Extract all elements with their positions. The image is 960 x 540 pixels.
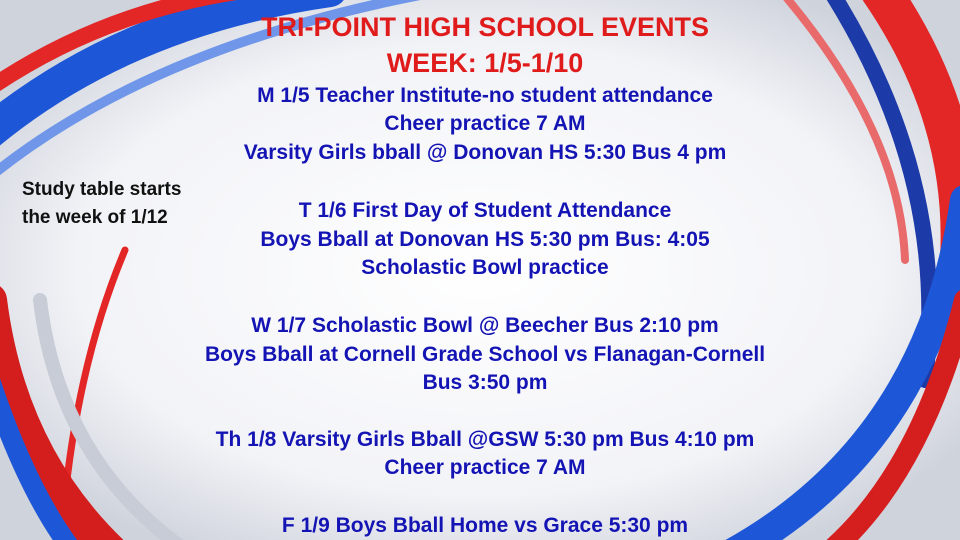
event-line: Cheer practice 7 AM [384,112,586,135]
event-line: Bus 3:50 pm [422,371,548,394]
week-range: WEEK: 1/5-1/10 [386,48,584,78]
event-line: Varsity Girls bball @ Donovan HS 5:30 Bus 4 pm [243,141,727,164]
event-line: Cheer practice 7 AM [384,456,586,479]
slide-title: TRI-POINT HIGH SCHOOL EVENTS [260,12,710,42]
event-line: T 1/6 First Day of Student Attendance [298,199,672,222]
note-line: Study table starts [22,179,182,200]
event-line: Boys Bball at Cornell Grade School vs Flanagan-Cornell [204,343,766,366]
event-line: Th 1/8 Varsity Girls Bball @GSW 5:30 pm Bus 4:10 pm [215,428,755,451]
event-line: Scholastic Bowl practice [361,256,609,279]
event-line: F 1/9 Boys Bball Home vs Grace 5:30 pm [281,514,689,537]
event-line: M 1/5 Teacher Institute-no student attendance [257,84,713,107]
note-line: the week of 1/12 [22,207,168,228]
study-table-note [22,176,181,232]
event-line: W 1/7 Scholastic Bowl @ Beecher Bus 2:10 pm [251,314,719,337]
event-line: Boys Bball at Donovan HS 5:30 pm Bus: 4:05 [260,228,710,251]
